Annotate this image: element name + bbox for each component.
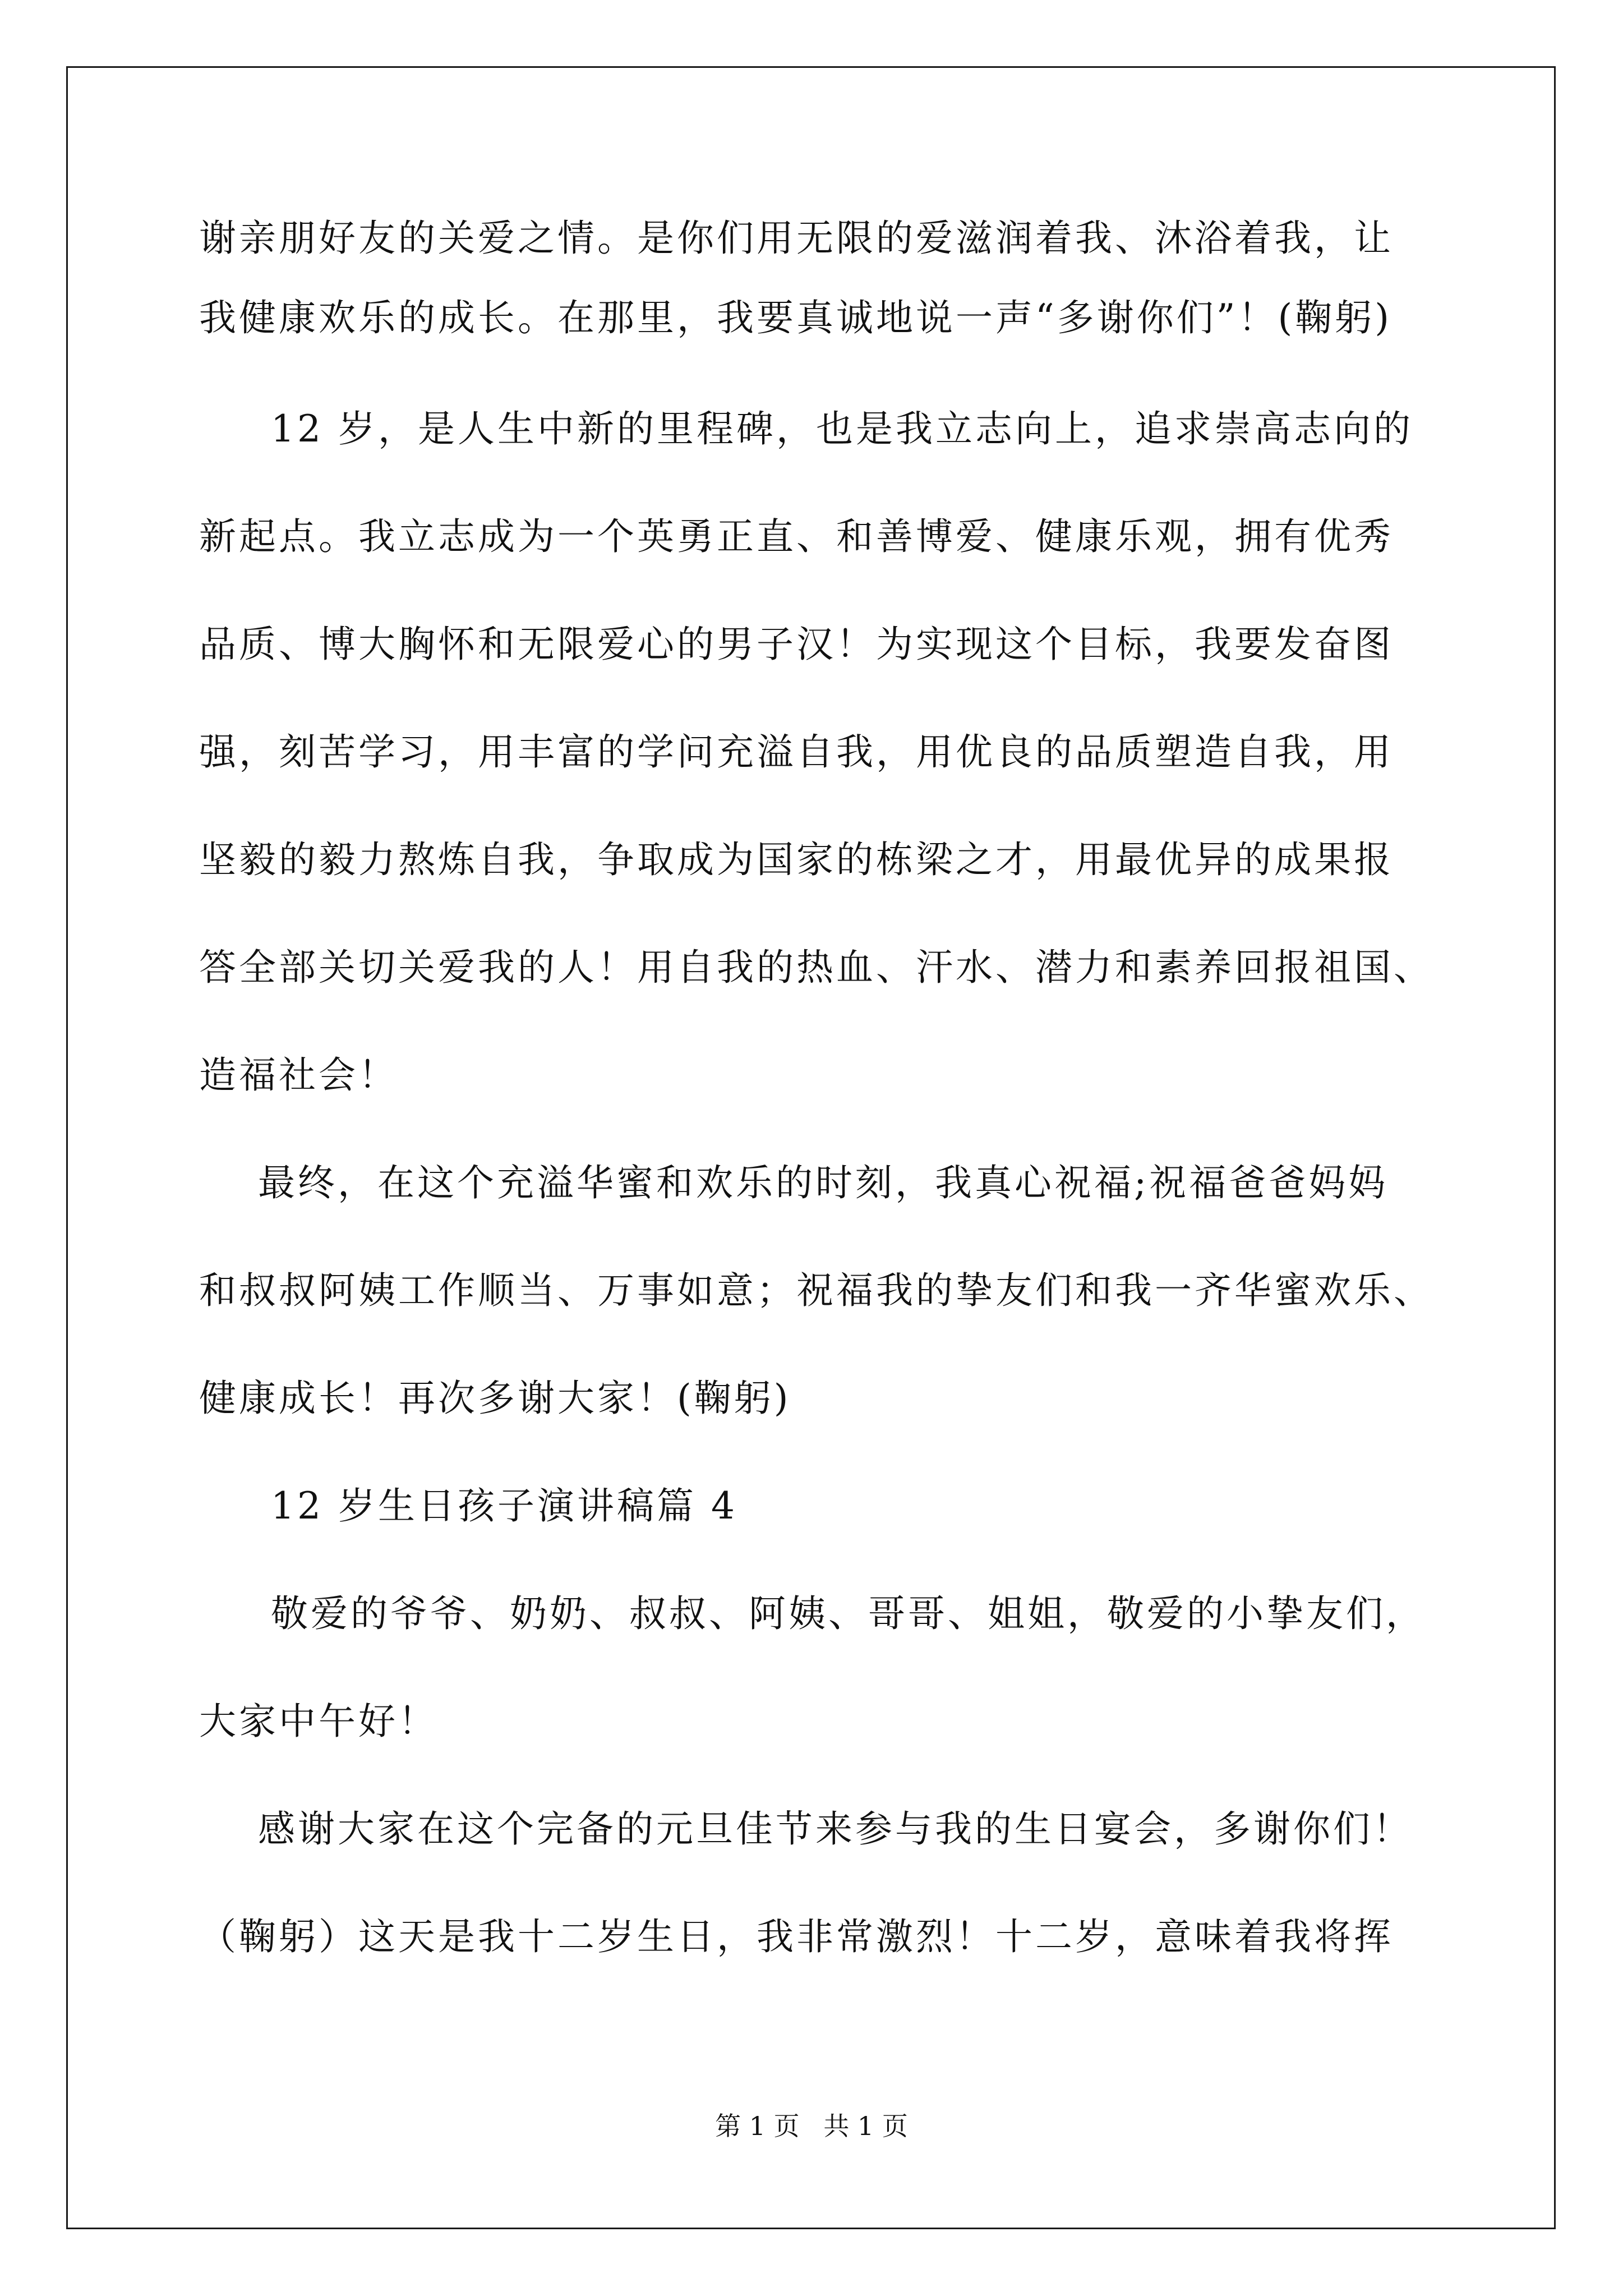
text-line: （鞠躬）这天是我十二岁生日，我非常激烈！十二岁，意味着我将挥 bbox=[199, 1915, 1394, 1958]
text-line: 感谢大家在这个完备的元旦佳节来参与我的生日宴会，多谢你们！ bbox=[258, 1807, 1413, 1851]
page-footer bbox=[0, 2109, 1623, 2143]
text-line: 谢亲朋好友的关爱之情。是你们用无限的爱滋润着我、沐浴着我，让 bbox=[199, 217, 1394, 260]
text-line: 健康成长！再次多谢大家！(鞠躬) bbox=[199, 1377, 791, 1420]
text-line: 造福社会！ bbox=[199, 1053, 398, 1097]
text-line: 答全部关切关爱我的人！用自我的热血、汗水、潜力和素养回报祖国、 bbox=[199, 946, 1433, 989]
text-line: 新起点。我立志成为一个英勇正直、和善博爱、健康乐观，拥有优秀 bbox=[199, 515, 1394, 558]
text-line: 坚毅的毅力熬炼自我，争取成为国家的栋梁之才，用最优异的成果报 bbox=[199, 838, 1394, 881]
page-total: 共 1 页 bbox=[823, 2111, 908, 2141]
page-number: 第 1 页 bbox=[715, 2111, 800, 2141]
text-line: 12 岁，是人生中新的里程碑，也是我立志向上，追求崇高志向的 bbox=[271, 407, 1413, 450]
text-line: 我健康欢乐的成长。在那里，我要真诚地说一声“多谢你们”！(鞠躬) bbox=[199, 296, 1392, 339]
page-border bbox=[66, 66, 1556, 2229]
text-line: 强，刻苦学习，用丰富的学问充溢自我，用优良的品质塑造自我，用 bbox=[199, 730, 1394, 774]
text-line: 品质、博大胸怀和无限爱心的男子汉！为实现这个目标，我要发奋图 bbox=[199, 623, 1394, 666]
section-heading: 12 岁生日孩子演讲稿篇 4 bbox=[271, 1484, 737, 1527]
text-line: 和叔叔阿姨工作顺当、万事如意；祝福我的挚友们和我一齐华蜜欢乐、 bbox=[199, 1269, 1433, 1312]
text-line: 敬爱的爷爷、奶奶、叔叔、阿姨、哥哥、姐姐，敬爱的小挚友们， bbox=[271, 1592, 1426, 1635]
text-line: 最终，在这个充溢华蜜和欢乐的时刻，我真心祝福;祝福爸爸妈妈 bbox=[258, 1161, 1389, 1204]
text-line: 大家中午好！ bbox=[199, 1700, 438, 1743]
